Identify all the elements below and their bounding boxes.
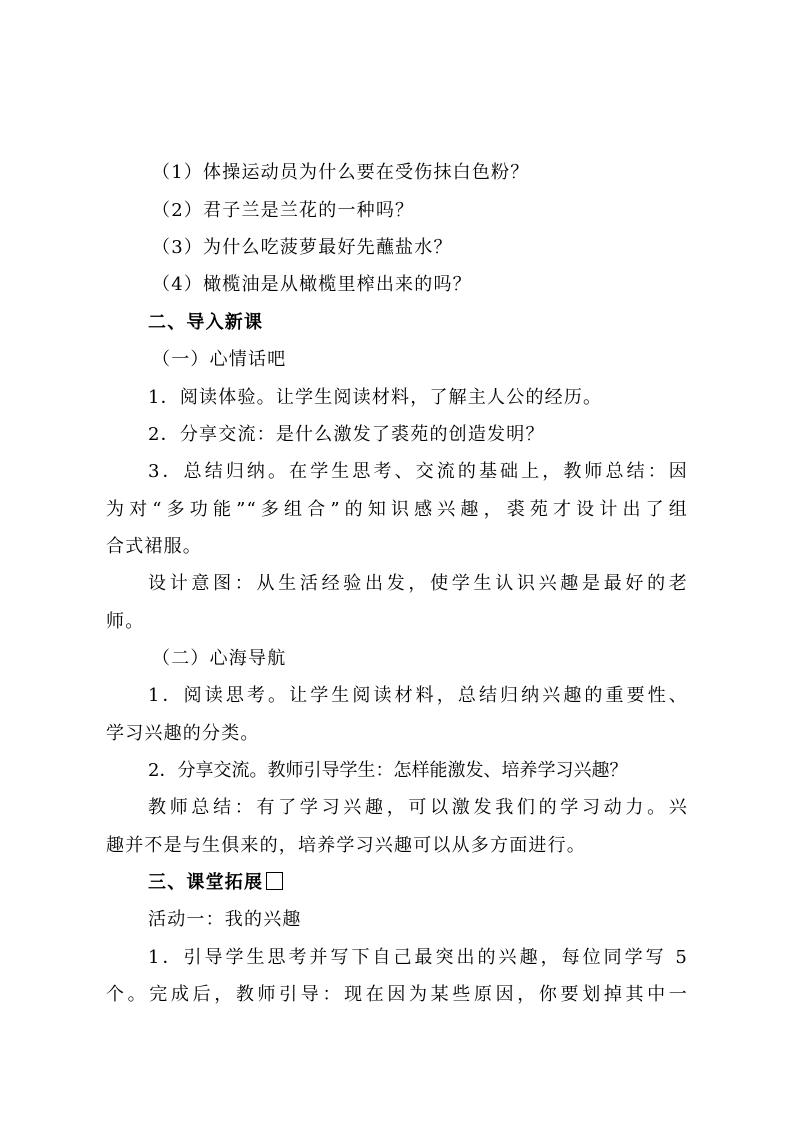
question-2: （2）君子兰是兰花的一种吗？ (152, 200, 415, 221)
paragraph-line: 设计意图：从生活经验出发，使学生认识兴趣是最好的老 (148, 573, 688, 594)
subsection-heading-1: （一）心情话吧 (152, 349, 287, 370)
paragraph-line: 个。完成后，教师引导：现在因为某些原因，你要划掉其中一 (106, 984, 688, 1005)
paragraph-line: 学习兴趣的分类。 (106, 723, 260, 744)
paragraph-line: 为对“多功能”“多组合”的知识感兴趣，裘苑才设计出了组 (106, 499, 688, 520)
question-4: （4）橄榄油是从橄榄里榨出来的吗？ (152, 274, 472, 295)
paragraph-line: 1．阅读体验。让学生阅读材料，了解主人公的经历。 (148, 387, 603, 408)
question-3: （3）为什么吃菠萝最好先蘸盐水？ (152, 237, 453, 258)
question-1: （1）体操运动员为什么要在受伤抹白色粉？ (152, 162, 530, 183)
placeholder-box-icon (266, 872, 283, 890)
paragraph-line: 1．引导学生思考并写下自己最突出的兴趣，每位同学写 5 (148, 947, 688, 968)
subsection-heading-2: （二）心海导航 (152, 648, 287, 669)
section-heading-3-text: 三、课堂拓展 (148, 872, 264, 893)
paragraph-line: 1．阅读思考。让学生阅读材料，总结归纳兴趣的重要性、 (148, 685, 688, 706)
section-heading-2: 二、导入新课 (148, 312, 264, 333)
paragraph-line: 师。 (106, 611, 145, 632)
activity-heading-1: 活动一：我的兴趣 (148, 909, 302, 930)
section-heading-3 (148, 871, 283, 895)
paragraph-line: 2．分享交流：是什么激发了裘苑的创造发明？ (148, 424, 545, 445)
paragraph-line: 教师总结：有了学习兴趣，可以激发我们的学习动力。兴 (148, 797, 688, 818)
paragraph-line: 3．总结归纳。在学生思考、交流的基础上，教师总结：因 (148, 461, 688, 482)
paragraph-line: 2．分享交流。教师引导学生：怎样能激发、培养学习兴趣？ (148, 760, 628, 781)
paragraph-line: 趣并不是与生俱来的，培养学习兴趣可以从多方面进行。 (106, 835, 586, 856)
paragraph-line: 合式裙服。 (106, 536, 202, 557)
